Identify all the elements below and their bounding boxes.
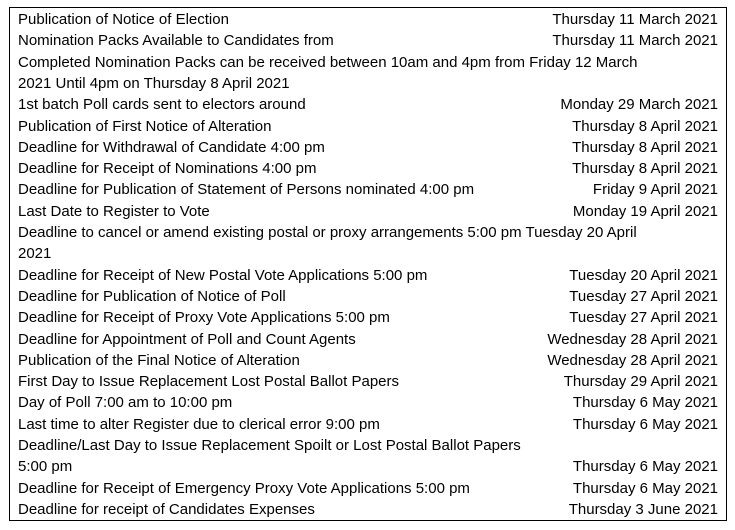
timetable-row — [18, 222, 718, 243]
timetable-row — [18, 94, 718, 115]
timetable-row — [18, 350, 718, 371]
timetable-row — [18, 137, 718, 158]
event-date: Thursday 6 May 2021 — [572, 394, 718, 412]
timetable-row — [18, 456, 718, 477]
timetable-row — [18, 243, 718, 264]
event-date: Thursday 8 April 2021 — [572, 117, 718, 135]
timetable-row — [18, 179, 718, 200]
timetable-row — [18, 329, 718, 350]
event-date: Thursday 6 May 2021 — [572, 479, 718, 497]
timetable-row — [18, 499, 718, 520]
event-label: Day of Poll 7:00 am to 10:00 pm — [18, 394, 233, 412]
timetable-row — [18, 9, 718, 30]
event-label: Last time to alter Register due to clerical error 9:00 pm — [18, 415, 380, 433]
timetable-row — [18, 73, 718, 94]
event-label: Last Date to Register to Vote — [18, 202, 210, 220]
event-label: Deadline for Receipt of New Postal Vote Applications 5:00 pm — [18, 266, 428, 284]
event-date: Thursday 11 March 2021 — [552, 11, 718, 28]
event-date: Friday 9 April 2021 — [592, 181, 718, 199]
event-label: Publication of First Notice of Alteration — [18, 117, 272, 135]
event-label: Deadline for Publication of Notice of Poll — [18, 287, 286, 305]
event-date: Tuesday 20 April 2021 — [569, 266, 718, 284]
event-date: Tuesday 27 April 2021 — [569, 287, 718, 305]
timetable-row — [18, 265, 718, 286]
timetable-row — [18, 414, 718, 435]
event-label: Deadline/Last Day to Issue Replacement Spoilt or Lost Postal Ballot Papers — [18, 437, 521, 454]
event-label: 2021 — [18, 245, 52, 263]
event-label: Deadline for Receipt of Proxy Vote Applications 5:00 pm — [18, 309, 390, 327]
event-label: Deadline for Receipt of Nominations 4:00 pm — [18, 160, 317, 178]
event-date: Tuesday 27 April 2021 — [569, 309, 718, 327]
event-label: Completed Nomination Packs can be received between 10am and 4pm from Friday 12 March — [18, 53, 638, 71]
event-label: First Day to Issue Replacement Lost Postal Ballot Papers — [18, 373, 400, 391]
event-date: Monday 19 April 2021 — [572, 202, 718, 220]
event-label: Deadline for Receipt of Emergency Proxy Vote Applications 5:00 pm — [18, 479, 470, 497]
event-label: 1st batch Poll cards sent to electors around — [18, 96, 306, 114]
election-timetable — [9, 7, 727, 521]
event-date: Wednesday 28 April 2021 — [547, 351, 718, 369]
event-date: Wednesday 28 April 2021 — [547, 330, 718, 348]
event-label: 2021 Until 4pm on Thursday 8 April 2021 — [18, 74, 290, 92]
event-label: Deadline to cancel or amend existing postal or proxy arrangements 5:00 pm Tuesday 20 April — [18, 224, 637, 241]
event-label: Deadline for Appointment of Poll and Count Agents — [18, 330, 356, 348]
timetable-row — [18, 158, 718, 179]
event-label: Deadline for Publication of Statement of Persons nominated 4:00 pm — [18, 181, 475, 199]
timetable-row — [18, 478, 718, 499]
timetable-row — [18, 116, 718, 137]
timetable-row — [18, 435, 718, 456]
timetable-row — [18, 30, 718, 51]
event-date: Thursday 11 March 2021 — [552, 32, 718, 50]
timetable-row — [18, 201, 718, 222]
event-label: Nomination Packs Available to Candidates from — [18, 32, 334, 50]
event-label: Publication of Notice of Election — [18, 11, 229, 28]
timetable-row — [18, 392, 718, 413]
timetable-row — [18, 286, 718, 307]
event-label: 5:00 pm — [18, 458, 73, 476]
timetable-row — [18, 371, 718, 392]
event-date: Thursday 8 April 2021 — [572, 160, 718, 178]
event-label: Publication of the Final Notice of Alteration — [18, 351, 300, 369]
event-label: Deadline for Withdrawal of Candidate 4:00 pm — [18, 138, 325, 156]
event-date: Thursday 6 May 2021 — [572, 415, 718, 433]
timetable-row — [18, 307, 718, 328]
event-date: Monday 29 March 2021 — [560, 96, 718, 114]
event-date: Thursday 3 June 2021 — [568, 500, 718, 518]
timetable-row — [18, 52, 718, 73]
event-date: Thursday 8 April 2021 — [572, 138, 718, 156]
event-date: Thursday 6 May 2021 — [572, 458, 718, 476]
event-label: Deadline for receipt of Candidates Expenses — [18, 500, 315, 518]
event-date: Thursday 29 April 2021 — [563, 373, 718, 391]
